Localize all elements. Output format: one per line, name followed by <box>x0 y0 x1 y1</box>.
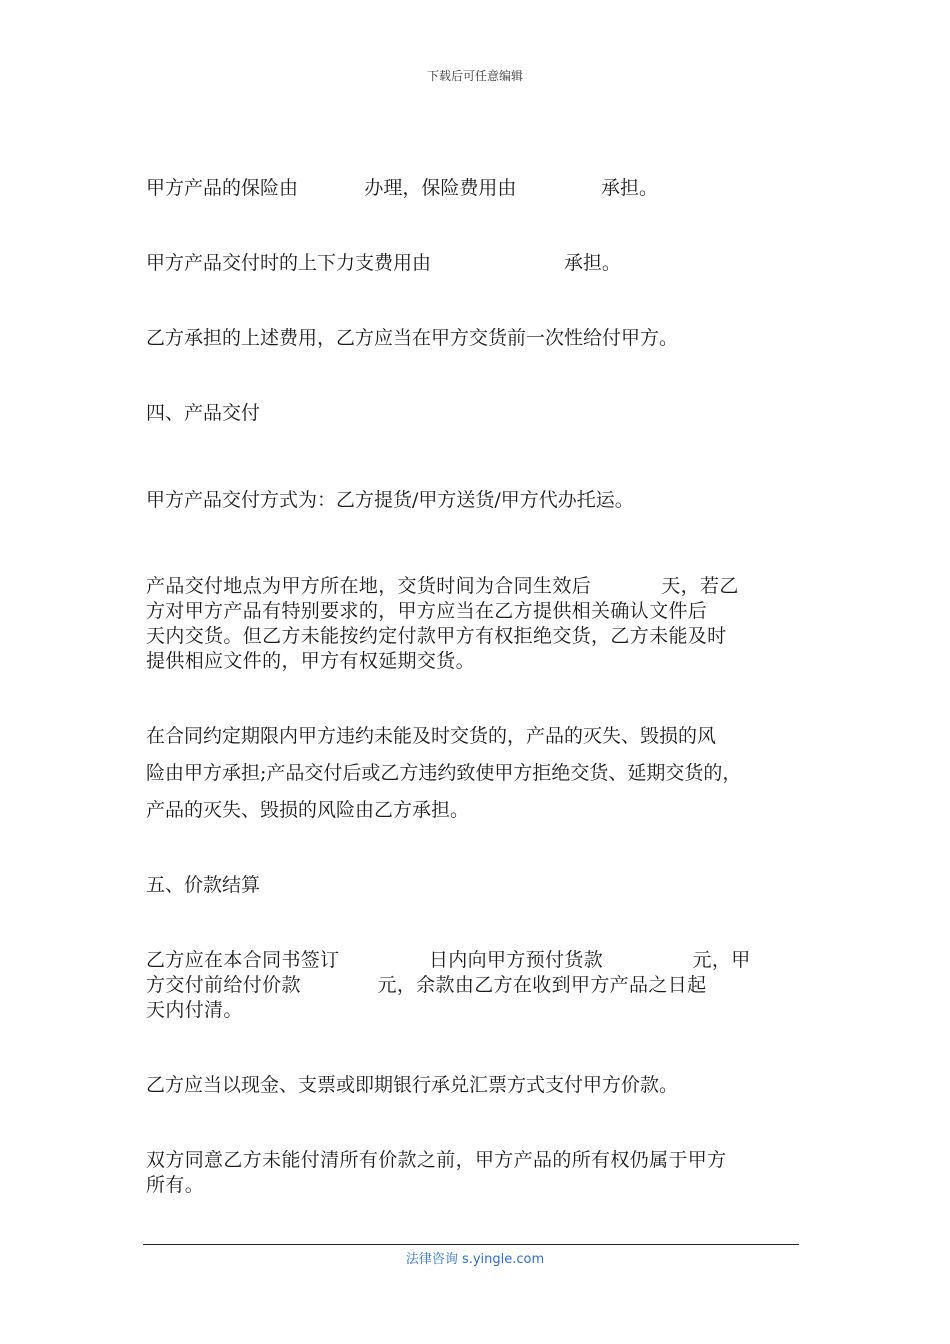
paragraph-risk-line-3: 产品的灭失、毁损的风险由乙方承担。 <box>146 799 470 821</box>
section-heading-delivery: 四、产品交付 <box>146 402 261 424</box>
paragraph-payment-line-2: 方交付前给付价款 元，余款由乙方在收到甲方产品之日起 <box>146 974 707 996</box>
paragraph-payment-line-3: 天内付清。 <box>146 999 243 1021</box>
paragraph-ownership-line-2: 所有。 <box>146 1174 205 1196</box>
footer-divider <box>143 1244 799 1245</box>
paragraph-delivery-method: 甲方产品交付方式为：乙方提货/甲方送货/甲方代办托运。 <box>146 489 634 511</box>
paragraph-risk-line-1: 在合同约定期限内甲方违约未能及时交货的，产品的灭失、毁损的风 <box>146 725 717 747</box>
paragraph-payment-method: 乙方应当以现金、支票或即期银行承兑汇票方式支付甲方价款。 <box>146 1074 679 1096</box>
footer-link[interactable]: 法律咨询 s.yingle.com <box>405 1252 545 1267</box>
section-heading-settlement: 五、价款结算 <box>146 874 261 896</box>
paragraph-ownership-line-1: 双方同意乙方未能付清所有价款之前，甲方产品的所有权仍属于甲方 <box>146 1149 727 1171</box>
paragraph-delivery-place-line-2: 方对甲方产品有特别要求的，甲方应当在乙方提供相关确认文件后 <box>146 600 708 622</box>
paragraph-delivery-place-line-4: 提供相应文件的，甲方有权延期交货。 <box>146 650 475 672</box>
paragraph-delivery-place-line-3: 天内交货。但乙方未能按约定付款甲方有权拒绝交货，乙方未能及时 <box>146 625 727 647</box>
page-header: 下载后可任意编辑 <box>426 69 523 83</box>
paragraph-insurance: 甲方产品的保险由 办理，保险费用由 承担。 <box>146 177 658 199</box>
paragraph-handling-fee: 甲方产品交付时的上下力支费用由 承担。 <box>146 252 621 274</box>
paragraph-fee-payment: 乙方承担的上述费用，乙方应当在甲方交货前一次性给付甲方。 <box>146 327 679 349</box>
paragraph-payment-line-1: 乙方应在本合同书签订 日内向甲方预付货款 元，甲 <box>146 949 751 971</box>
paragraph-risk-line-2: 险由甲方承担;产品交付后或乙方违约致使甲方拒绝交货、延期交货的， <box>146 762 742 784</box>
paragraph-delivery-place-line-1: 产品交付地点为甲方所在地，交货时间为合同生效后 天，若乙 <box>146 575 739 597</box>
